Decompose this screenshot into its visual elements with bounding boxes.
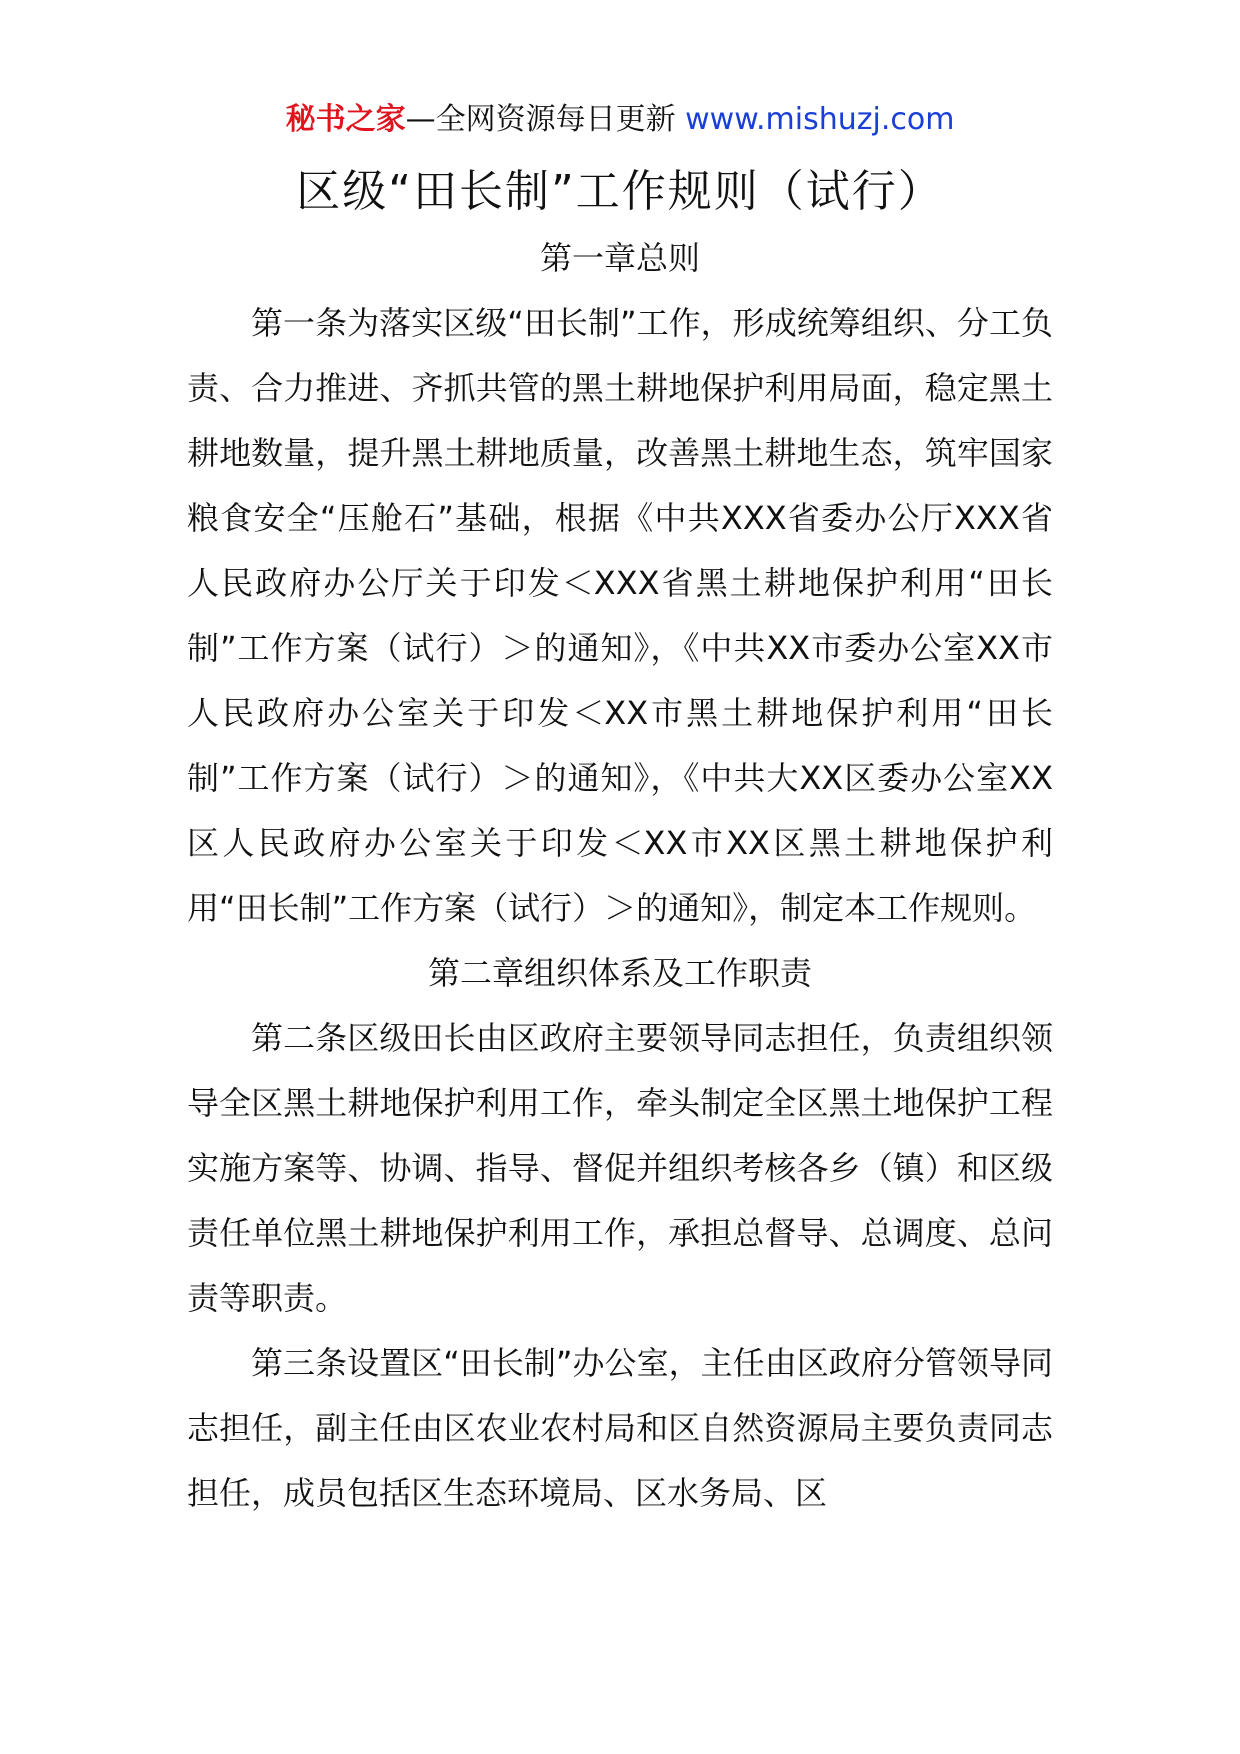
brand-name: 秘书之家 bbox=[285, 102, 406, 137]
document-title: 区级“田长制”工作规则（试行） bbox=[296, 166, 944, 217]
header-banner bbox=[0, 98, 1240, 142]
article-1: 第一条为落实区级“田长制”工作，形成统筹组织、分工负责、合力推进、齐抓共管的黑土耕地保护利用局面，稳定黑土耕地数量，提升黑土耕地质量，改善黑土耕地生态，筑牢国家粮食安全“压舱石”基础，根据《中共XXX省委办公厅XXX省人民政府办公厅关于印发＜XXX省黑土耕地保护利用“田长制”工作方案（试行）＞的通知》，《中共XX市委办公室XX市人民政府办公室关于印发＜XX市黑土耕地保护利用“田长制”工作方案（试行）＞的通知》，《中共大XX区委办公室XX区人民政府办公室关于印发＜XX市XX区黑土耕地保护利用“田长制”工作方案（试行）＞的通知》，制定本工作规则。 bbox=[187, 304, 1053, 927]
article-2: 第二条区级田长由区政府主要领导同志担任，负责组织领导全区黑土耕地保护利用工作，牵头制定全区黑土地保护工程实施方案等、协调、指导、督促并组织考核各乡（镇）和区级责任单位黑土耕地保护利用工作，承担总督导、总调度、总问责等职责。 bbox=[187, 1019, 1053, 1317]
chapter-heading-2: 第二章组织体系及工作职责 bbox=[427, 954, 812, 992]
header-slogan: —全网资源每日更新 bbox=[405, 102, 676, 137]
chapter-heading-1: 第一章总则 bbox=[539, 239, 700, 277]
document-body bbox=[187, 226, 1053, 1526]
site-link[interactable]: www.mishuzj.com bbox=[685, 102, 955, 137]
article-3: 第三条设置区“田长制”办公室，主任由区政府分管领导同志担任，副主任由区农业农村局和区自然资源局主要负责同志担任，成员包括区生态环境局、区水务局、区 bbox=[187, 1344, 1053, 1512]
